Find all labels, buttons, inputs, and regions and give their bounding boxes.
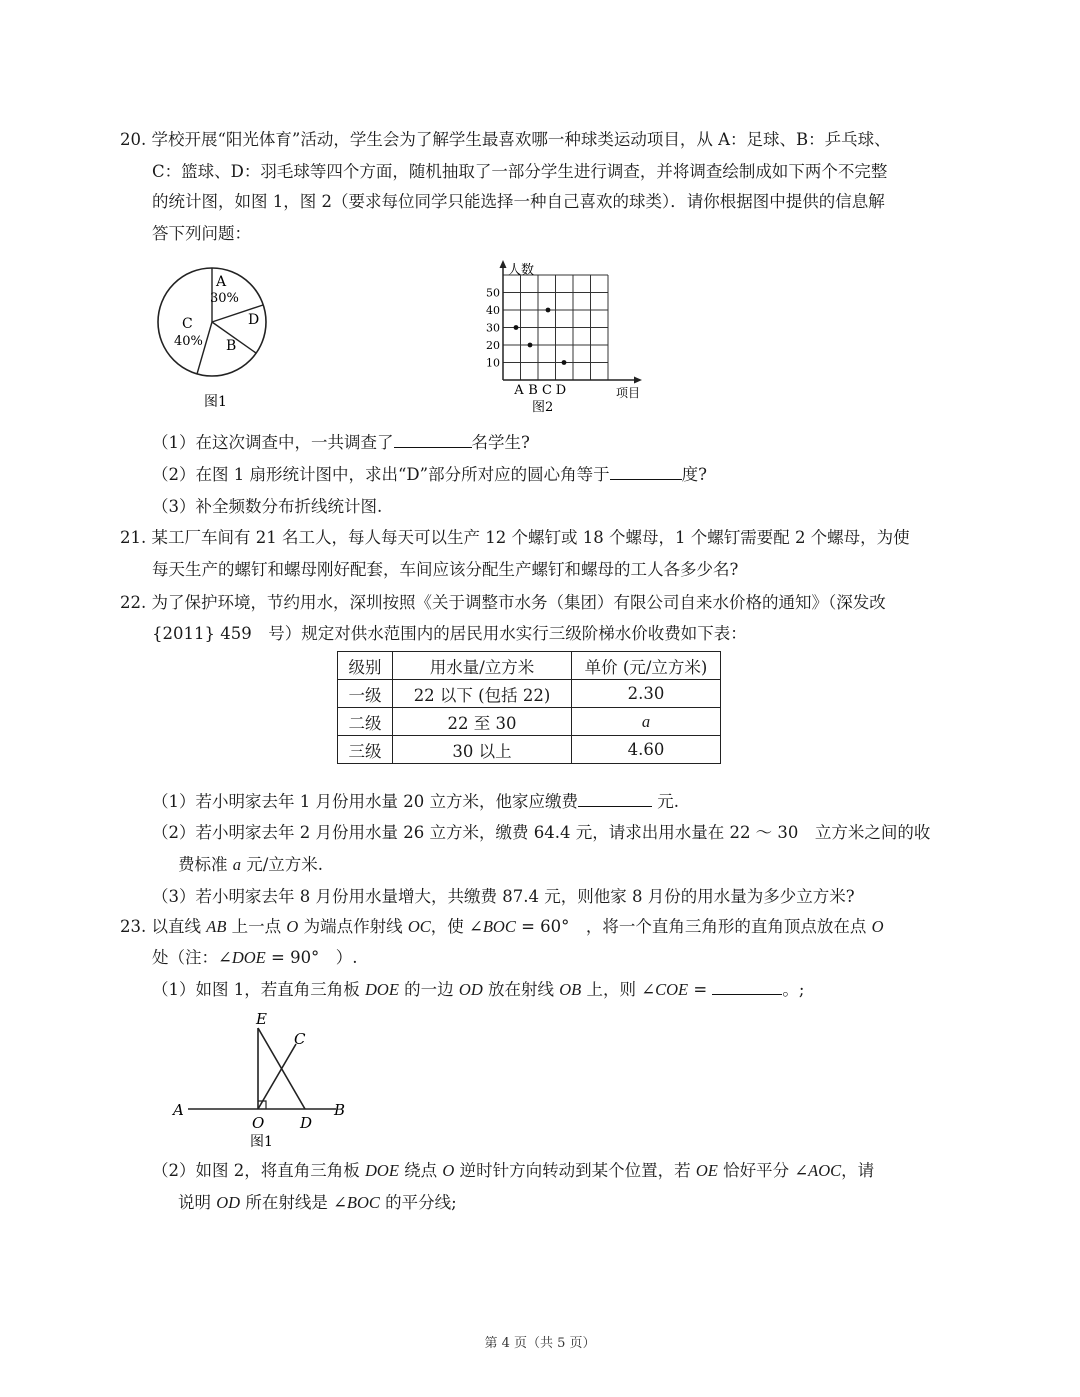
chart-ylabel: 人数	[508, 263, 535, 278]
q21-line2: 每天生产的螺钉和螺母刚好配套，车间应该分配生产螺钉和螺母的工人各多少名?	[152, 560, 739, 579]
table-row	[338, 736, 721, 764]
y-tick-label: 30	[486, 321, 500, 335]
q21-number: 21.	[120, 528, 147, 547]
answer-blank	[394, 433, 472, 448]
table-cell: 4.60	[572, 736, 721, 764]
q20-line3: 的统计图，如图 1，图 2（要求每位同学只能选择一种自己喜欢的球类）．请你根据图中提供的信息解	[152, 192, 885, 211]
ray-oc	[258, 1044, 296, 1109]
table-cell: 三级	[338, 736, 393, 764]
q22-sub3: （3）若小明家去年 8 月份用水量增大，共缴费 87.4 元，则他家 8 月份的用水量为多少立方米?	[152, 887, 855, 906]
x-tick-label: C	[542, 383, 552, 398]
q20-number: 20.	[120, 130, 147, 149]
pie-caption: 图1	[204, 394, 227, 410]
data-point	[562, 360, 567, 365]
table-row	[338, 680, 721, 708]
table-header-cell: 单价 (元/立方米)	[572, 652, 721, 680]
pie-label-a: A	[216, 274, 227, 290]
q22-line1: 22. 为了保护环境，节约用水，深圳按照《关于调整市水务（集团）有限公司自来水价格的通知》（深发改	[120, 593, 886, 612]
chart-ytick-labels	[486, 287, 500, 370]
answer-blank	[610, 465, 682, 480]
chart-xtick-labels	[513, 383, 566, 398]
q22-sub2-line2: 费标准 a 元/立方米.	[178, 855, 324, 874]
table-cell: a	[572, 708, 721, 736]
table-cell: 一级	[338, 680, 393, 708]
y-tick-label: 10	[486, 356, 500, 370]
pie-figure	[150, 258, 280, 418]
q23-sub1: （1）如图 1，若直角三角板 DOE 的一边 OD 放在射线 OB 上，则 ∠COE = 。;	[152, 980, 805, 999]
table-header-row	[338, 652, 721, 680]
table-cell: 2.30	[572, 680, 721, 708]
data-point	[546, 308, 551, 313]
geometry-figure	[168, 1008, 358, 1158]
q23-line2: 处（注：∠DOE = 90° ）.	[152, 948, 358, 967]
y-tick-label: 50	[486, 286, 500, 300]
answer-blank	[578, 792, 652, 807]
q22-sub1: （1）若小明家去年 1 月份用水量 20 立方米，他家应缴费 元.	[152, 792, 679, 811]
label-b: B	[334, 1101, 346, 1119]
q20-sub1: （1）在这次调查中，一共调查了 名学生?	[152, 433, 530, 452]
x-tick-label: B	[528, 383, 538, 398]
data-point	[528, 343, 533, 348]
x-tick-label: D	[555, 383, 567, 398]
y-axis-arrow	[500, 260, 507, 268]
pie-pct-a: 30%	[210, 291, 239, 306]
table-row	[338, 708, 721, 736]
pie-label-c: C	[182, 316, 193, 332]
label-c: C	[294, 1030, 306, 1048]
q23-line1: 23. 以直线 AB 上一点 O 为端点作射线 OC，使 ∠BOC = 60° ，将一个直角三角形的直角顶点放在点 O	[120, 917, 884, 936]
q20-sub3: （3）补全频数分布折线统计图.	[152, 497, 383, 516]
table-cell: 30 以上	[393, 736, 572, 764]
q20-line2: C：篮球、D：羽毛球等四个方面，随机抽取了一部分学生进行调查，并将调查绘制成如下两个不完整	[152, 162, 888, 181]
q22-line2: {2011} 459 号）规定对供水范围内的居民用水实行三级阶梯水价收费如下表：	[152, 624, 747, 643]
data-point	[514, 325, 519, 330]
q20-line4: 答下列问题：	[152, 224, 251, 243]
line-chart	[478, 258, 653, 418]
chart-xlabel: 项目	[616, 386, 641, 400]
table-header-cell: 用水量/立方米	[393, 652, 572, 680]
pie-pct-c: 40%	[174, 334, 203, 349]
x-tick-label: A	[514, 383, 524, 398]
table-cell: 22 以下 (包括 22)	[393, 680, 572, 708]
answer-blank	[712, 980, 782, 995]
pie-label-d: D	[248, 312, 260, 328]
label-a: A	[173, 1101, 184, 1119]
q20-sub2: （2）在图 1 扇形统计图中，求出“D”部分所对应的圆心角等于 度?	[152, 465, 707, 484]
page-footer: 第 4 页（共 5 页）	[484, 1336, 596, 1351]
q23-sub2-line1: （2）如图 2，将直角三角板 DOE 绕点 O 逆时针方向转动到某个位置，若 OE 恰好平分 ∠AOC，请	[152, 1161, 875, 1180]
q21-line1: 21. 某工厂车间有 21 名工人，每人每天可以生产 12 个螺钉或 18 个螺母，1 个螺钉需要配 2 个螺母，为使	[120, 528, 910, 547]
x-axis-arrow	[634, 377, 642, 384]
q23-sub2-line2: 说明 OD 所在射线是 ∠BOC 的平分线;	[178, 1193, 457, 1212]
y-tick-label: 40	[486, 304, 500, 317]
table-cell: 22 至 30	[393, 708, 572, 736]
pie-label-b: B	[226, 338, 237, 354]
water-price-table	[337, 651, 721, 764]
q22-number: 22.	[120, 593, 147, 612]
label-o: O	[252, 1114, 265, 1132]
y-tick-label: 20	[486, 339, 500, 352]
table-cell: 二级	[338, 708, 393, 736]
chart-points	[514, 308, 567, 365]
q22-sub2-line1: （2）若小明家去年 2 月份用水量 26 立方米，缴费 64.4 元，请求出用水量在 22 ～ 30 立方米之间的收	[152, 823, 931, 842]
label-e: E	[256, 1010, 267, 1028]
label-d: D	[300, 1114, 313, 1132]
chart-grid	[503, 275, 608, 380]
figure-caption: 图1	[250, 1134, 273, 1150]
chart-caption: 图2	[532, 400, 554, 415]
q20-line1: 20. 学校开展“阳光体育”活动，学生会为了解学生最喜欢哪一种球类运动项目，从 A：足球、B：乒乓球、	[120, 130, 891, 149]
table-header-cell: 级别	[338, 652, 393, 680]
q23-number: 23.	[120, 917, 147, 936]
